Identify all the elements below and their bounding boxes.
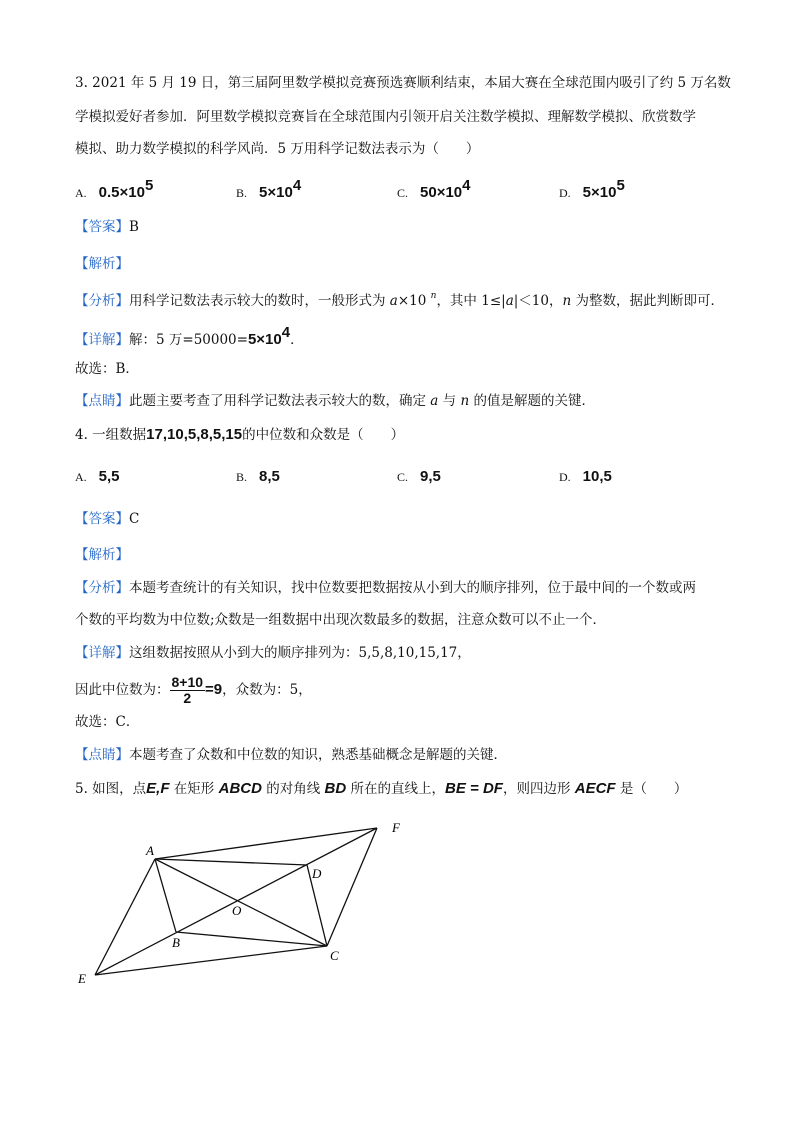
q3-stem-line3: 模拟、助力数学模拟的科学风尚．5 万用科学记数法表示为（ ） <box>75 141 480 157</box>
q3-xiangjie: 【详解】解：5 万$=50000=5\times 10^4$． <box>75 324 304 348</box>
label-D: D <box>312 866 322 881</box>
q3-fenxi: 【分析】用科学记数法表示较大的数时，一般形式为 a×10 $^n$，其中 1≤|a|＜10，n 为整数，据此判断即可． <box>75 291 724 309</box>
segment-CE <box>95 946 327 975</box>
label-A: A <box>146 843 154 858</box>
q4-analysis-tag: 【解析】 <box>75 547 129 563</box>
answer-tag: 【答案】 <box>75 511 129 527</box>
q4-stem: 4. 一组数据17,10,5,8,5,15的中位数和众数是（ ） <box>75 426 405 443</box>
q3-option-d[interactable]: D. $5\times 10^5$ <box>559 177 625 201</box>
q4-fenxi-line2: 个数的平均数为中位数;众数是一组数据中出现次数最多的数据，注意众数可以不止一个． <box>75 612 607 628</box>
q4-option-c[interactable]: C. 9,5 <box>397 468 441 485</box>
label-C: C <box>330 948 339 963</box>
segment-DA <box>155 859 307 865</box>
q5-stem: 5. 如图，点E,F 在矩形 ABCD 的对角线 BD 所在的直线上，BE = DF，则四边形 AECF 是（ ） <box>75 780 688 797</box>
q4-option-a[interactable]: A. 5,5 <box>75 468 120 485</box>
q3-dianjing: 【点睛】此题主要考查了用科学记数法表示较大的数，确定 a 与 n 的值是解题的关键． <box>75 393 595 409</box>
segment-EA <box>95 859 155 975</box>
label-O: O <box>232 903 242 918</box>
q3-option-a[interactable]: A. $0.5\times 10^5$ <box>75 177 154 201</box>
q4-median: 因此中位数为： $\frac{8+10}{2}$ =9，众数为：5， <box>75 674 312 706</box>
answer-value: C <box>129 511 140 527</box>
q4-option-d[interactable]: D. 10,5 <box>559 468 612 485</box>
q3-stem-line1: 3. 2021 年 5 月 19 日，第三届阿里数学模拟竞赛预选赛顺利结束，本届大赛在全球范围内吸引了约 5 万名数 <box>75 75 731 91</box>
median-fraction: $\frac{8+10}{2}$ <box>171 674 204 706</box>
q4-fenxi-line1: 【分析】本题考查统计的有关知识，找中位数要把数据按从小到大的顺序排列，位于最中间的一个数或两 <box>75 580 696 596</box>
q3-option-b[interactable]: B. $5\times 10^4$ <box>236 177 302 201</box>
label-E: E <box>78 971 86 986</box>
label-F: F <box>392 820 400 835</box>
q4-dianjing: 【点睛】本题考查了众数和中位数的知识，熟悉基础概念是解题的关键． <box>75 747 507 763</box>
label-B: B <box>172 935 180 950</box>
q3-choice: 故选：B． <box>75 361 139 377</box>
q3-option-c[interactable]: C. $50\times 10^4$ <box>397 177 471 201</box>
q4-option-b[interactable]: B. 8,5 <box>236 468 280 485</box>
q3-stem-line2: 学模拟爱好者参加．阿里数学模拟竞赛旨在全球范围内引领开启关注数学模拟、理解数学模拟、欣赏数学 <box>75 109 696 125</box>
segment-AF <box>155 828 377 859</box>
q4-xiangjie: 【详解】这组数据按照从小到大的顺序排列为：5,5,8,10,15,17， <box>75 645 471 661</box>
q4-choice: 故选：C． <box>75 714 140 730</box>
answer-value: B <box>129 219 139 235</box>
segment-FC <box>327 828 377 946</box>
q3-analysis-tag: 【解析】 <box>75 256 129 272</box>
answer-tag: 【答案】 <box>75 219 129 235</box>
segment-AB <box>155 859 176 932</box>
